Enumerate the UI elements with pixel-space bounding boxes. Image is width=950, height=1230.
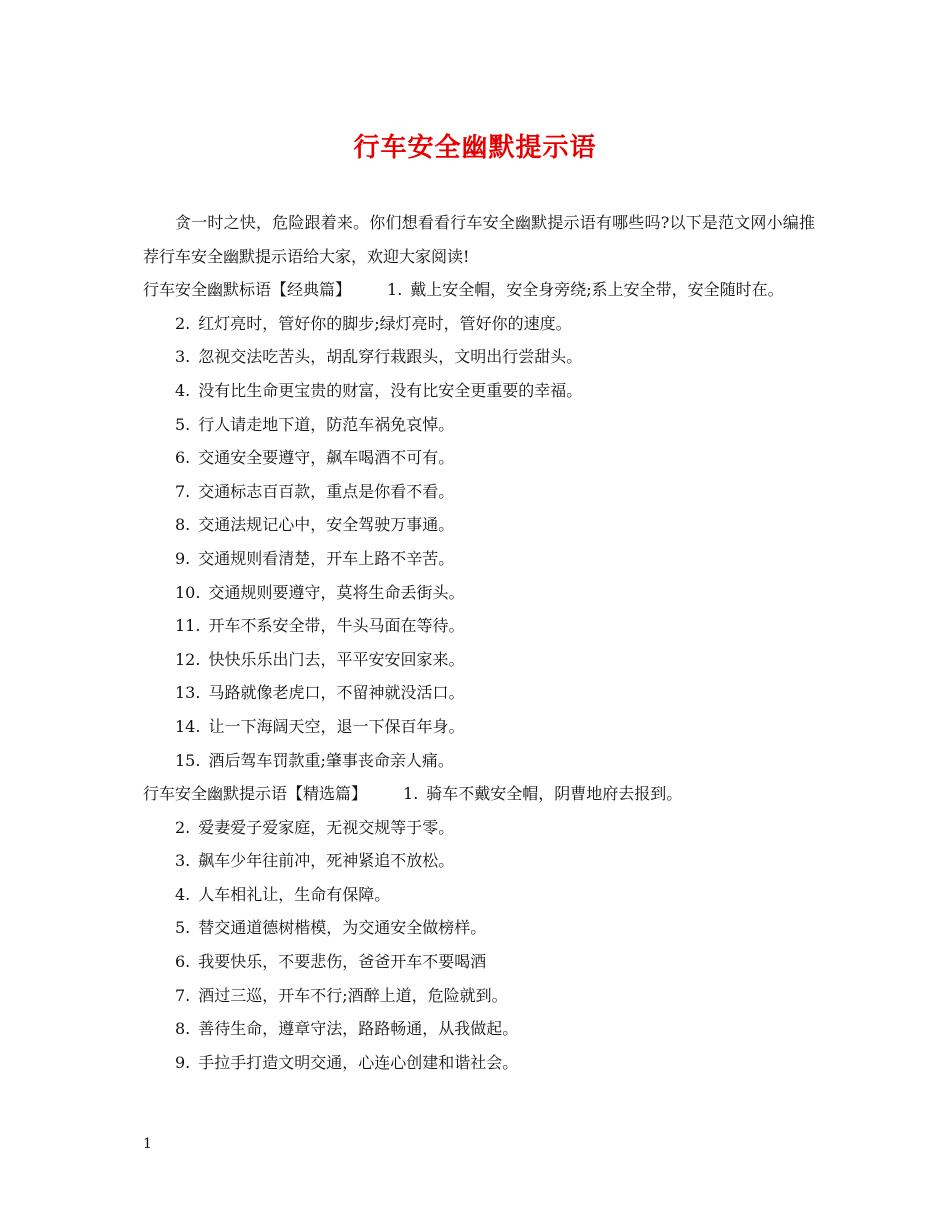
item-text: 骑车不戴安全帽，阴曹地府去报到。	[426, 784, 683, 804]
item-number: 7.	[175, 481, 191, 501]
item-text: 没有比生命更宝贵的财富，没有比安全更重要的幸福。	[198, 380, 583, 400]
item-text: 手拉手打造文明交通，心连心创建和谐社会。	[198, 1052, 519, 1072]
list-item	[143, 576, 815, 610]
item-number: 6.	[175, 448, 191, 468]
section-classic-list	[143, 307, 815, 777]
item-text: 酒过三巡，开车不行;酒醉上道，危险就到。	[198, 985, 508, 1005]
list-item	[143, 844, 815, 878]
list-item	[143, 979, 815, 1013]
list-item	[143, 676, 815, 710]
list-item	[143, 1046, 815, 1080]
list-item	[143, 609, 815, 643]
item-text: 交通规则要遵守，莫将生命丢街头。	[208, 582, 465, 602]
list-item	[143, 1012, 815, 1046]
item-number: 9.	[175, 1052, 191, 1072]
item-text: 马路就像老虎口，不留神就没活口。	[208, 683, 465, 703]
list-item	[143, 744, 815, 778]
list-item	[143, 441, 815, 475]
item-text: 快快乐乐出门去，平平安安回家来。	[208, 649, 465, 669]
list-item	[143, 911, 815, 945]
item-text: 善待生命，遵章守法，路路畅通，从我做起。	[198, 1019, 519, 1039]
item-number: 12.	[175, 649, 201, 669]
item-text: 交通规则看清楚，开车上路不辛苦。	[198, 548, 455, 568]
list-item	[143, 710, 815, 744]
list-item	[143, 542, 815, 576]
item-text: 飙车少年往前冲，死神紧追不放松。	[198, 851, 455, 871]
list-item	[143, 508, 815, 542]
item-number: 3.	[175, 347, 191, 367]
item-number: 15.	[175, 750, 201, 770]
item-text: 交通标志百百款，重点是你看不看。	[198, 481, 455, 501]
list-item	[143, 307, 815, 341]
item-text: 交通安全要遵守，飙车喝酒不可有。	[198, 448, 455, 468]
intro-paragraph: 贪一时之快，危险跟着来。你们想看看行车安全幽默提示语有哪些吗?以下是范文网小编推荐行车安全幽默提示语给大家，欢迎大家阅读!	[143, 213, 815, 266]
item-text: 替交通道德树楷模，为交通安全做榜样。	[198, 918, 487, 938]
item-number: 11.	[175, 616, 201, 636]
item-number: 7.	[175, 985, 191, 1005]
list-item	[143, 811, 815, 845]
item-text: 红灯亮时，管好你的脚步;绿灯亮时，管好你的速度。	[198, 313, 572, 333]
item-text: 开车不系安全带，牛头马面在等待。	[208, 616, 465, 636]
item-text: 戴上安全帽，安全身旁绕;系上安全带，安全随时在。	[410, 280, 784, 300]
item-number: 8.	[175, 515, 191, 535]
document-body	[143, 206, 815, 1079]
item-number: 5.	[175, 414, 191, 434]
document-title: 行车安全幽默提示语	[353, 133, 597, 163]
section-selected-list	[143, 811, 815, 1080]
item-number: 9.	[175, 548, 191, 568]
item-number: 10.	[175, 582, 201, 602]
item-text: 交通法规记心中，安全驾驶万事通。	[198, 515, 455, 535]
list-item	[143, 945, 815, 979]
item-number: 14.	[175, 716, 201, 736]
item-text: 行人请走地下道，防范车祸免哀悼。	[198, 414, 455, 434]
item-number: 5.	[175, 918, 191, 938]
list-item	[143, 374, 815, 408]
list-item	[143, 878, 815, 912]
item-number: 8.	[175, 1019, 191, 1039]
item-number: 1.	[387, 280, 403, 300]
item-number: 6.	[175, 952, 191, 972]
section-selected-heading: 行车安全幽默提示语【精选篇】	[143, 784, 368, 804]
item-text: 让一下海阔天空，退一下保百年身。	[208, 716, 465, 736]
list-item	[143, 408, 815, 442]
item-number: 3.	[175, 851, 191, 871]
item-text: 爱妻爱子爱家庭，无视交规等于零。	[198, 817, 455, 837]
page-number: 1	[143, 1136, 152, 1152]
section-selected-heading-line	[143, 777, 815, 811]
item-text: 人车相礼让，生命有保障。	[198, 884, 391, 904]
item-number: 2.	[175, 817, 191, 837]
list-item	[143, 475, 815, 509]
item-number: 4.	[175, 380, 191, 400]
item-text: 酒后驾车罚款重;肇事丧命亲人痛。	[208, 750, 454, 770]
section-classic-heading: 行车安全幽默标语【经典篇】	[143, 280, 352, 300]
section-classic-heading-line	[143, 273, 815, 307]
list-item	[143, 643, 815, 677]
item-number: 1.	[403, 784, 419, 804]
item-number: 2.	[175, 313, 191, 333]
item-text: 忽视交法吃苦头，胡乱穿行栽跟头，文明出行尝甜头。	[198, 347, 583, 367]
item-text: 我要快乐，不要悲伤，爸爸开车不要喝酒	[198, 952, 487, 972]
item-number: 4.	[175, 884, 191, 904]
list-item	[143, 340, 815, 374]
item-number: 13.	[175, 683, 201, 703]
